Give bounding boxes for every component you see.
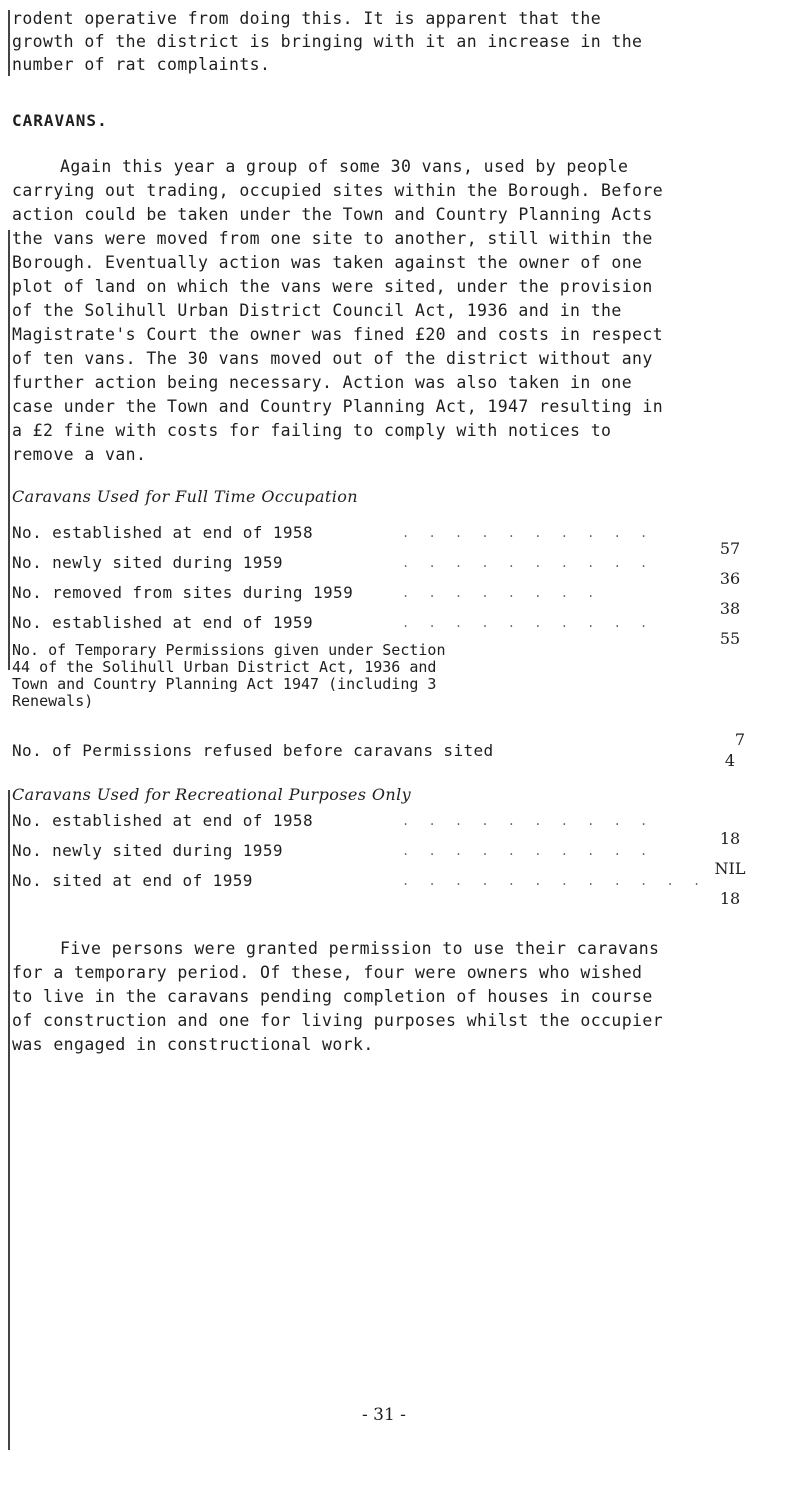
row-label: No. newly sited during 1959 bbox=[12, 841, 283, 860]
page-edge bbox=[8, 10, 10, 76]
paragraph-line: action could be taken under the Town and Country Planning Acts bbox=[12, 205, 653, 224]
row-label: No. established at end of 1958 bbox=[12, 811, 313, 830]
page-edge bbox=[8, 790, 10, 1450]
paragraph-line: plot of land on which the vans were sited, under the provision bbox=[12, 277, 653, 296]
paragraph-line: Again this year a group of some 30 vans, used by people bbox=[60, 157, 629, 176]
intro-line: growth of the district is bringing with it an increase in the bbox=[12, 32, 643, 51]
row-label: No. newly sited during 1959 bbox=[12, 553, 283, 572]
leader-dots: . . . . . . . . . . . . bbox=[402, 874, 707, 888]
table-row bbox=[12, 612, 772, 648]
leader-dots: . . . . . . . . . . bbox=[402, 526, 654, 540]
row-value: 18 bbox=[719, 829, 741, 848]
temporary-line: 44 of the Solihull Urban District Act, 1936 and bbox=[12, 659, 437, 676]
table-row bbox=[12, 522, 772, 558]
closing-line: of construction and one for living purposes whilst the occupier bbox=[12, 1011, 664, 1030]
page-edge bbox=[8, 230, 10, 670]
row-label: No. removed from sites during 1959 bbox=[12, 583, 354, 602]
leader-dots: . . . . . . . . . . bbox=[402, 556, 654, 570]
paragraph-line: further action being necessary. Action was also taken in one bbox=[12, 373, 633, 392]
closing-line: for a temporary period. Of these, four were owners who wished bbox=[12, 963, 643, 982]
table-row bbox=[12, 870, 772, 908]
leader-dots: . . . . . . . . . . bbox=[402, 844, 654, 858]
intro-line: number of rat complaints. bbox=[12, 55, 271, 74]
table-row bbox=[12, 552, 772, 588]
paragraph-line: a £2 fine with costs for failing to comply with notices to bbox=[12, 421, 612, 440]
closing-line: Five persons were granted permission to use their caravans bbox=[60, 939, 660, 958]
row-value: 38 bbox=[719, 599, 741, 618]
temporary-line: No. of Temporary Permissions given under Section bbox=[12, 642, 446, 659]
closing-line: was engaged in constructional work. bbox=[12, 1035, 374, 1054]
caravans-heading: CARAVANS. bbox=[12, 111, 108, 130]
table-row bbox=[12, 840, 772, 878]
row-label: No. established at end of 1959 bbox=[12, 613, 313, 632]
paragraph-line: case under the Town and Country Planning Act, 1947 resulting in bbox=[12, 397, 664, 416]
row-label: No. of Permissions refused before caravans sited bbox=[12, 741, 494, 760]
row-value: 57 bbox=[719, 539, 741, 558]
paragraph-line: of the Solihull Urban District Council Act, 1936 and in the bbox=[12, 301, 622, 320]
temporary-line: Renewals) bbox=[12, 693, 94, 710]
row-value: NIL bbox=[714, 859, 746, 878]
paragraph-line: carrying out trading, occupied sites within the Borough. Before bbox=[12, 181, 664, 200]
closing-line: to live in the caravans pending completion of houses in course bbox=[12, 987, 653, 1006]
row-value: 18 bbox=[719, 889, 741, 908]
paragraph-line: Borough. Eventually action was taken against the owner of one bbox=[12, 253, 643, 272]
temporary-value: 7 bbox=[734, 730, 746, 749]
paragraph-line: of ten vans. The 30 vans moved out of the district without any bbox=[12, 349, 653, 368]
intro-line: rodent operative from doing this. It is apparent that the bbox=[12, 9, 602, 28]
page-number: - 31 - bbox=[362, 1405, 406, 1425]
row-label: No. sited at end of 1959 bbox=[12, 871, 253, 890]
row-value: 55 bbox=[719, 629, 741, 648]
temporary-line: Town and Country Planning Act 1947 (including 3 bbox=[12, 676, 437, 693]
table-row bbox=[12, 740, 772, 770]
recreational-heading: Caravans Used for Recreational Purposes Only bbox=[12, 785, 412, 804]
leader-dots: . . . . . . . . . . bbox=[402, 616, 654, 630]
table-row bbox=[12, 810, 772, 848]
table-row bbox=[12, 582, 772, 618]
full-time-heading: Caravans Used for Full Time Occupation bbox=[12, 487, 358, 506]
paragraph-line: remove a van. bbox=[12, 445, 147, 464]
paragraph-line: Magistrate's Court the owner was fined £20 and costs in respect bbox=[12, 325, 664, 344]
leader-dots: . . . . . . . . . . bbox=[402, 814, 654, 828]
paragraph-line: the vans were moved from one site to another, still within the bbox=[12, 229, 653, 248]
leader-dots: . . . . . . . . bbox=[402, 586, 601, 600]
row-label: No. established at end of 1958 bbox=[12, 523, 313, 542]
row-value: 36 bbox=[719, 569, 741, 588]
row-value: 4 bbox=[724, 751, 736, 770]
